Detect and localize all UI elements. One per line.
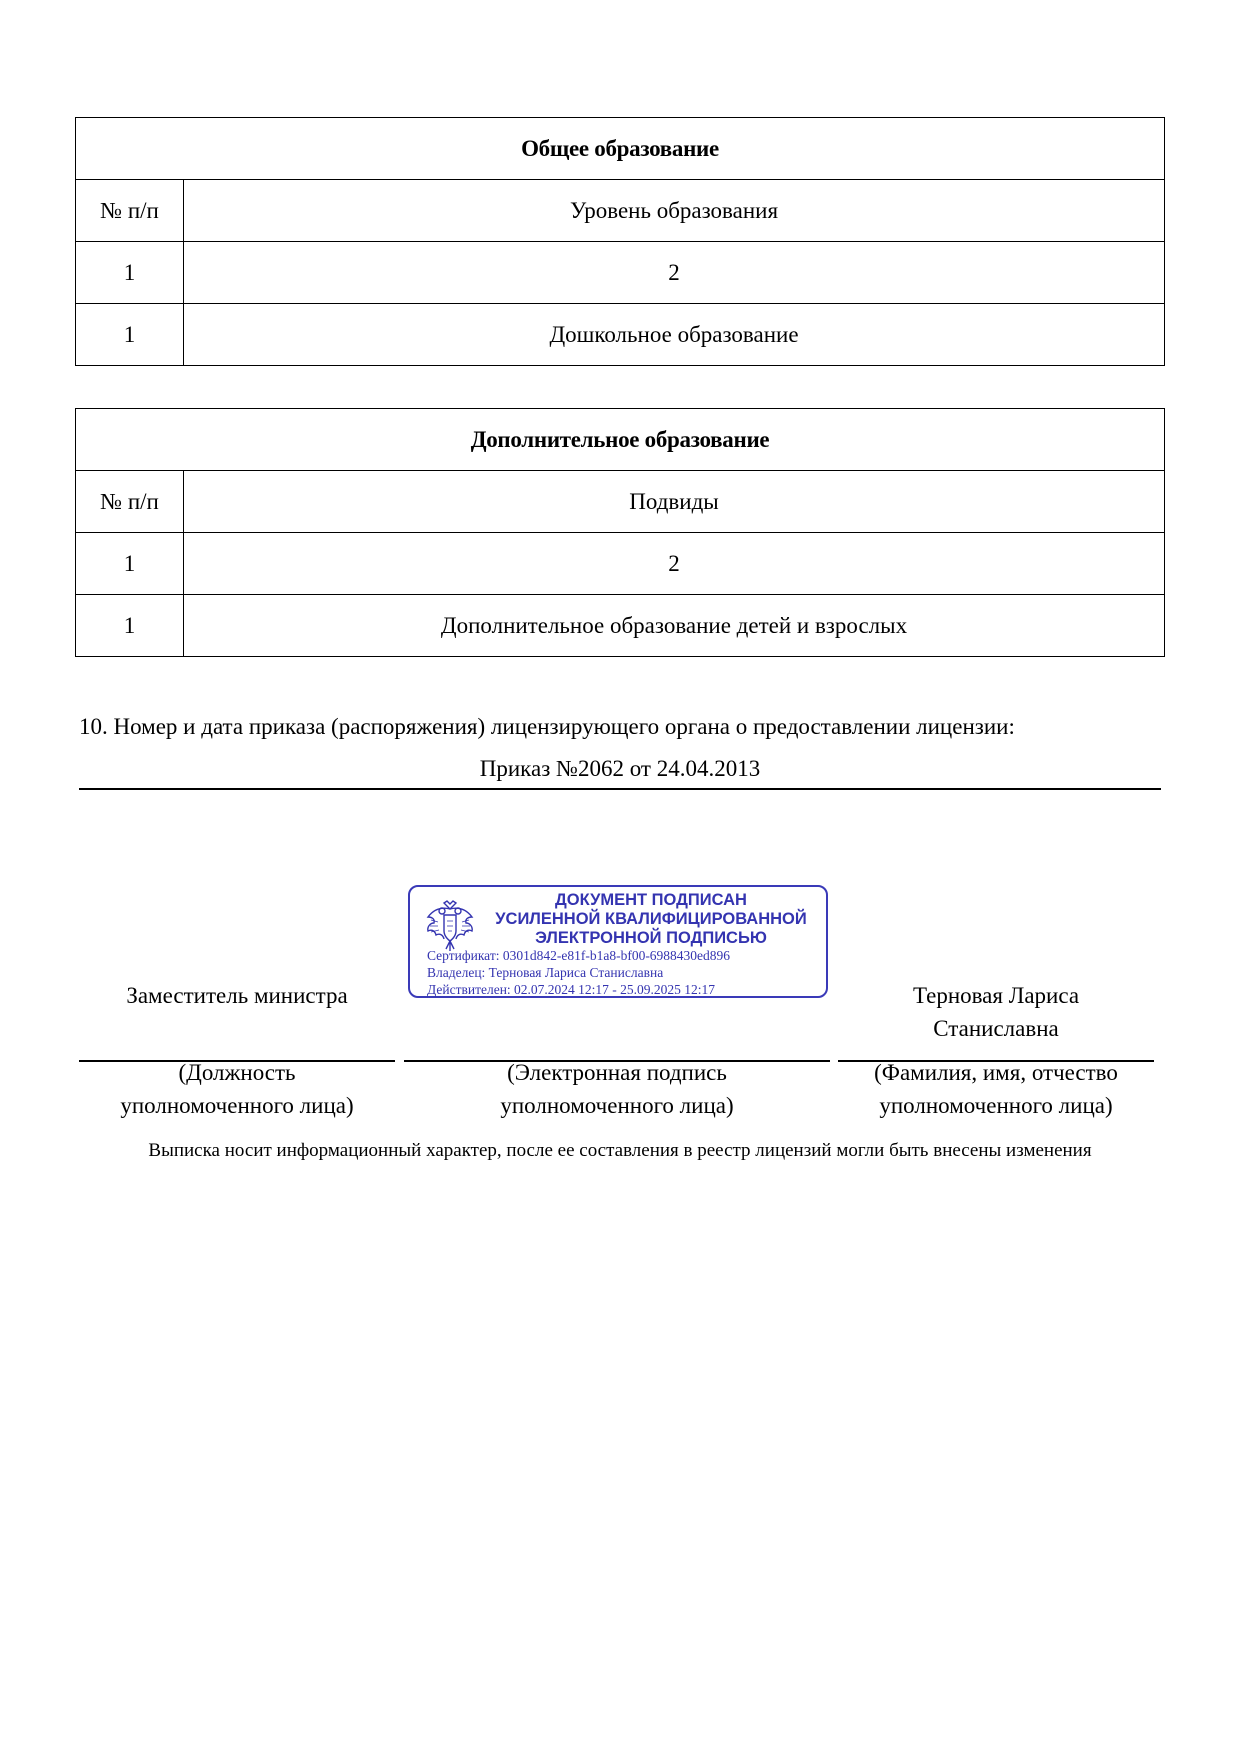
table-title: Общее образование xyxy=(76,118,1165,180)
position-value: Заместитель министра xyxy=(126,983,348,1008)
electronic-signature-stamp xyxy=(408,885,828,998)
caption-name-line2: уполномоченного лица) xyxy=(879,1093,1113,1118)
name-value-line2: Станиславна xyxy=(933,1016,1059,1041)
caption-position-line1: (Должность xyxy=(178,1060,296,1085)
stamp-certificate: Сертификат: 0301d842-e81f-b1a8-bf00-6988430ed896 xyxy=(427,948,731,963)
caption-name-line1: (Фамилия, имя, отчество xyxy=(874,1060,1118,1085)
caption-esign xyxy=(404,1056,830,1122)
table-title: Дополнительное образование xyxy=(76,409,1165,471)
table-cell: 1 xyxy=(76,533,184,595)
coat-of-arms-icon xyxy=(420,895,480,955)
caption-esign-line1: (Электронная подпись xyxy=(507,1060,727,1085)
footnote: Выписка носит информационный характер, после ее составления в реестр лицензий могли быть внесены изменения xyxy=(148,1140,1092,1161)
table-cell: 2 xyxy=(184,242,1165,304)
stamp-heading xyxy=(482,891,820,948)
column-header-number: № п/п xyxy=(76,471,184,533)
column-header-number: № п/п xyxy=(76,180,184,242)
table-header-row xyxy=(76,471,1165,533)
name-value xyxy=(838,979,1154,1045)
table-cell: 1 xyxy=(76,595,184,657)
table-row xyxy=(76,595,1165,657)
stamp-heading-line3: ЭЛЕКТРОННОЙ ПОДПИСЬЮ xyxy=(535,929,767,947)
table-row xyxy=(76,242,1165,304)
general-education-table xyxy=(75,117,1165,366)
column-header-subtypes: Подвиды xyxy=(184,471,1165,533)
caption-esign-line2: уполномоченного лица) xyxy=(500,1093,734,1118)
order-underline xyxy=(79,788,1161,790)
additional-education-table xyxy=(75,408,1165,657)
order-label: 10. Номер и дата приказа (распоряжения) лицензирующего органа о предоставлении лицензии: xyxy=(79,714,1015,739)
table-header-row xyxy=(76,180,1165,242)
table-cell: 1 xyxy=(76,242,184,304)
table-cell: Дополнительное образование детей и взрослых xyxy=(184,595,1165,657)
table-cell: 2 xyxy=(184,533,1165,595)
stamp-validity: Действителен: 02.07.2024 12:17 - 25.09.2025 12:17 xyxy=(427,982,716,997)
caption-position xyxy=(79,1056,395,1122)
table-title-row xyxy=(76,118,1165,180)
stamp-heading-line1: ДОКУМЕНТ ПОДПИСАН xyxy=(555,891,747,909)
stamp-heading-line2: УСИЛЕННОЙ КВАЛИФИЦИРОВАННОЙ xyxy=(495,910,807,928)
table-cell: Дошкольное образование xyxy=(184,304,1165,366)
order-value: Приказ №2062 от 24.04.2013 xyxy=(479,756,761,781)
table-cell: 1 xyxy=(76,304,184,366)
table-row xyxy=(76,533,1165,595)
table-title-row xyxy=(76,409,1165,471)
stamp-owner: Владелец: Терновая Лариса Станиславна xyxy=(427,965,664,980)
caption-name xyxy=(838,1056,1154,1122)
table-row xyxy=(76,304,1165,366)
caption-position-line2: уполномоченного лица) xyxy=(120,1093,354,1118)
name-value-line1: Терновая Лариса xyxy=(912,983,1080,1008)
column-header-level: Уровень образования xyxy=(184,180,1165,242)
